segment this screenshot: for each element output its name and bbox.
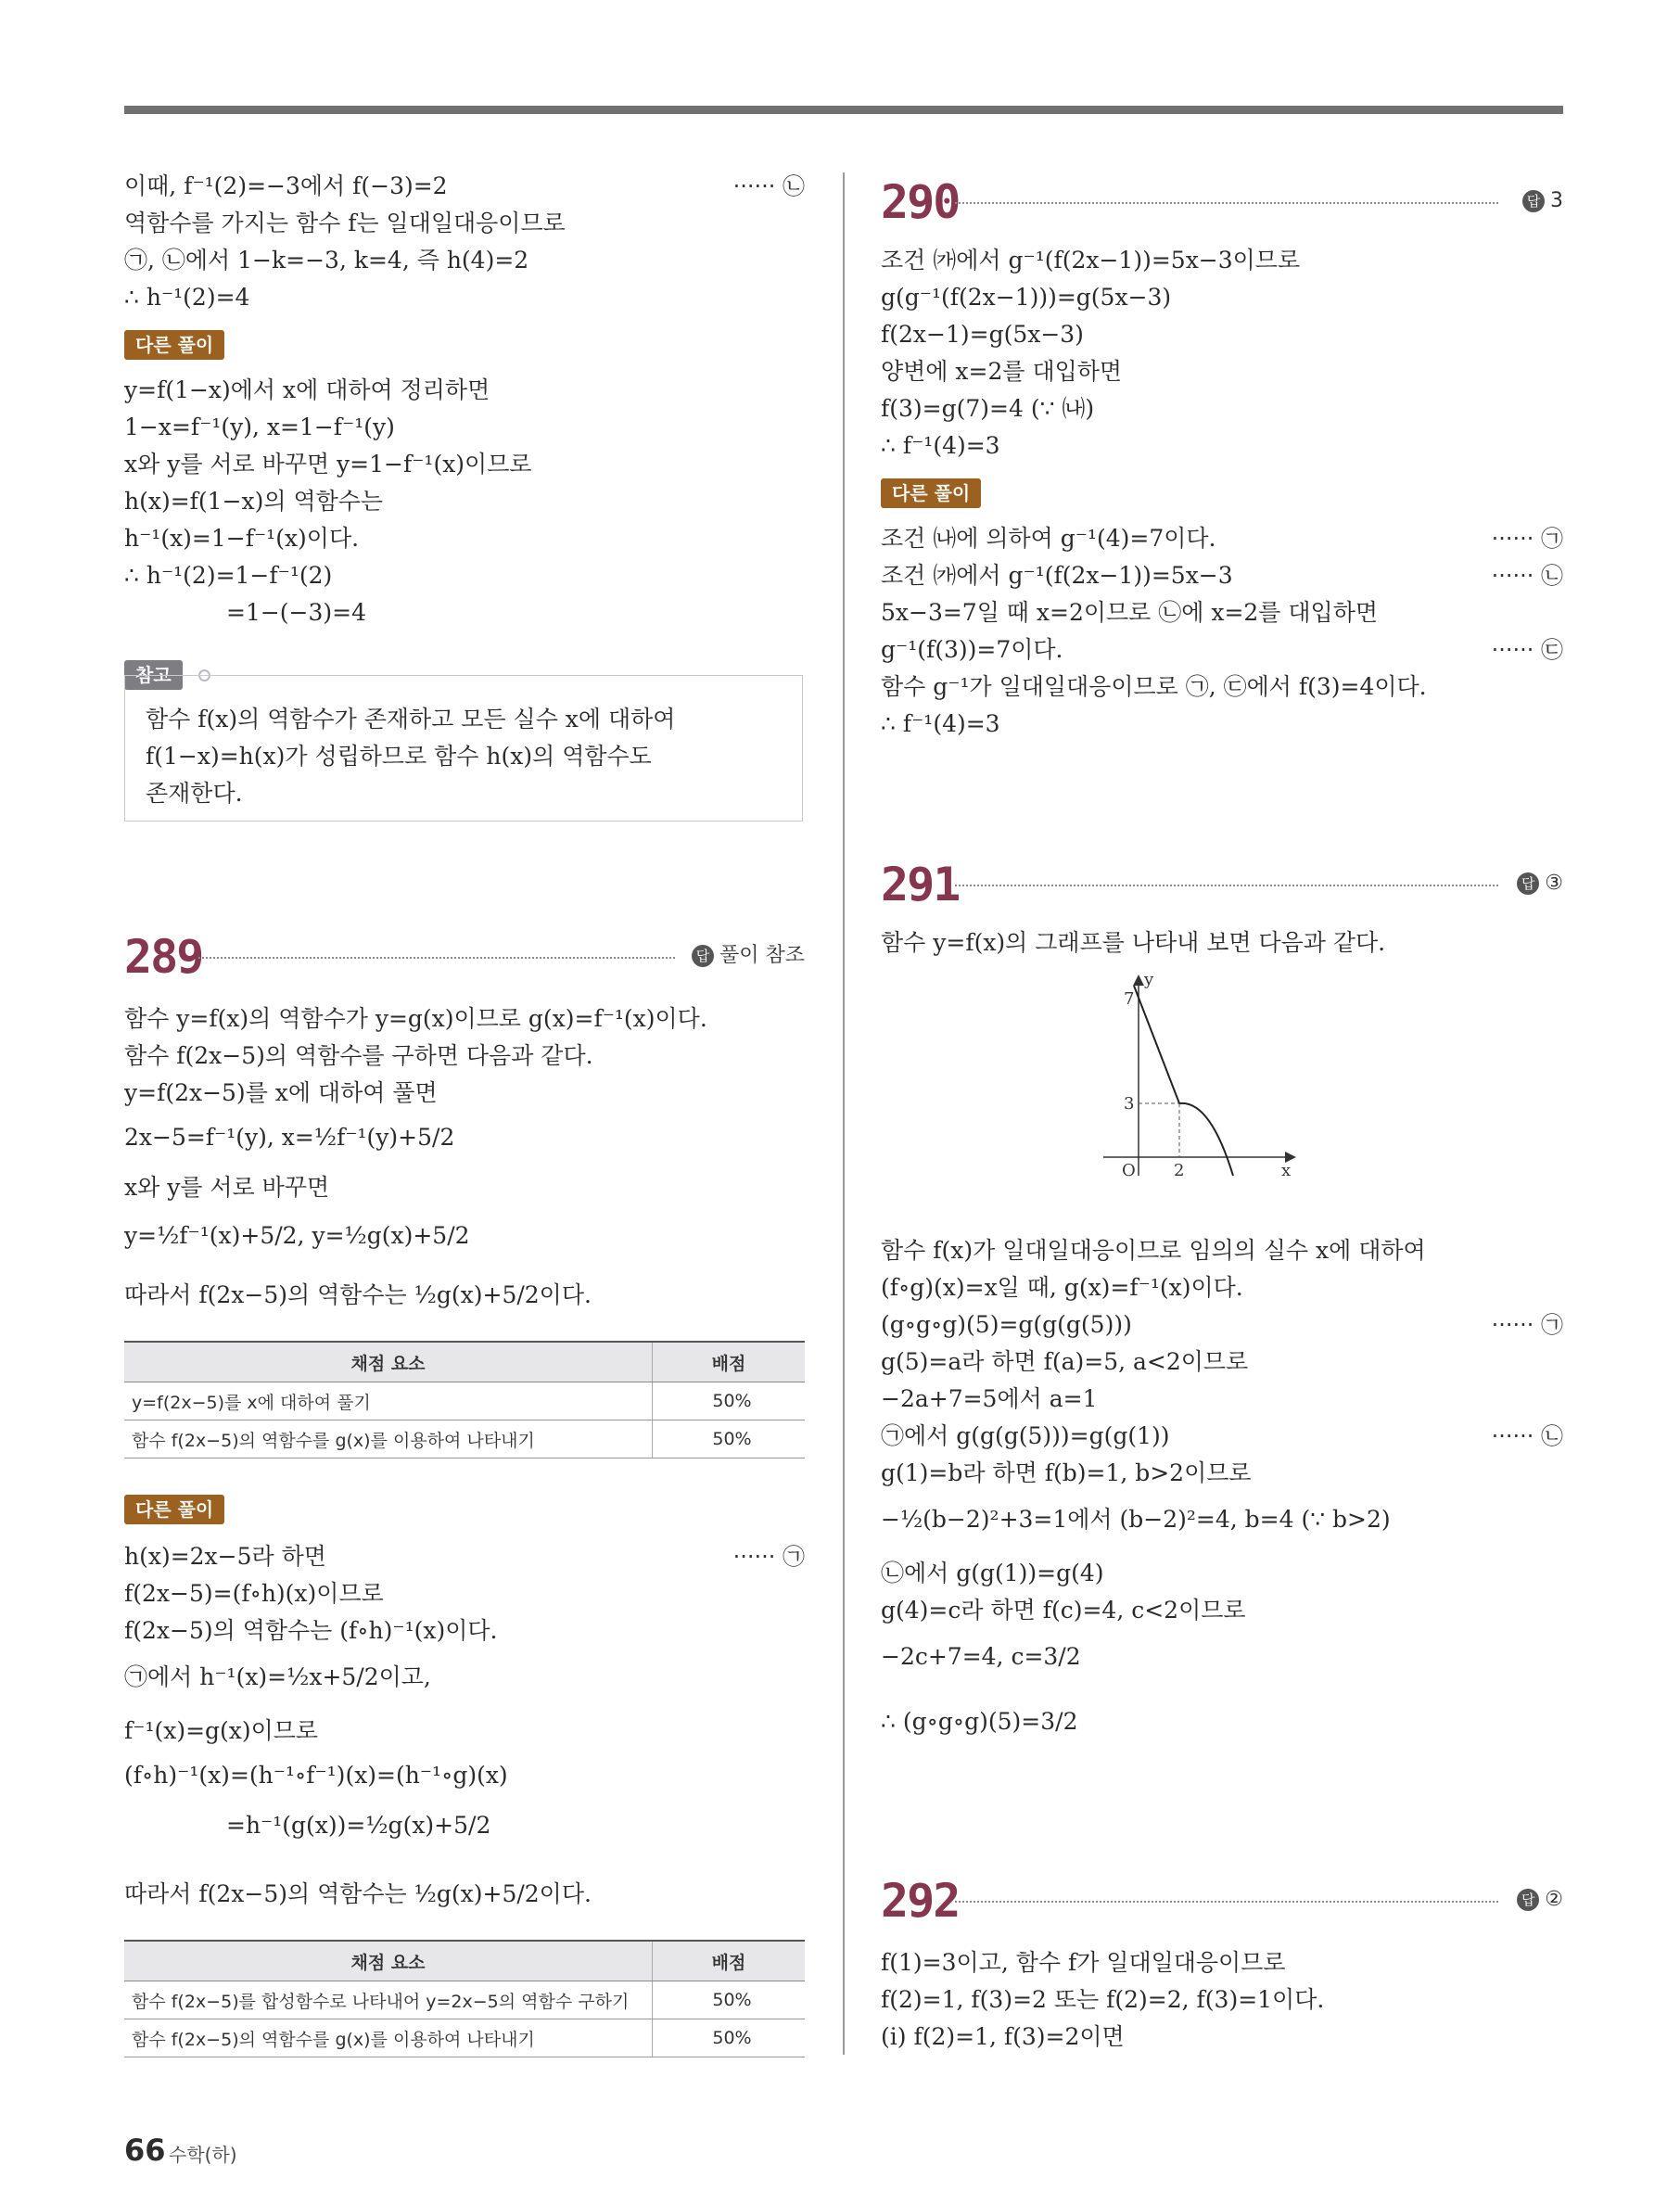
text-line: 5x−3=7일 때 x=2이므로 ㉡에 x=2를 대입하면 (881, 599, 1379, 626)
y-tick-7: 7 (1124, 989, 1135, 1009)
text-line: 조건 ㈎에서 g⁻¹(f(2x−1))=5x−3 (881, 562, 1233, 589)
text-line: 따라서 f(2x−5)의 역함수는 ½g(x)+5/2이다. (124, 1880, 592, 1907)
note-text: 존재한다. (146, 780, 243, 807)
text-line: h(x)=f(1−x)의 역함수는 (124, 488, 384, 515)
answer-label (1517, 1884, 1563, 1916)
text-line: y=f(2x−5)를 x에 대하여 풀면 (124, 1079, 438, 1106)
text-line: 따라서 f(2x−5)의 역함수는 ½g(x)+5/2이다. (124, 1281, 592, 1308)
y-tick-3: 3 (1124, 1094, 1135, 1114)
alt-solution-badge: 다른 풀이 (124, 330, 224, 360)
table-row (124, 2019, 805, 2057)
origin-label: O (1122, 1161, 1136, 1180)
text-line: ∴ f⁻¹(4)=3 (881, 432, 1000, 459)
answer-label (1522, 185, 1563, 217)
table-row (124, 1420, 805, 1459)
text-line: ∴ f⁻¹(4)=3 (881, 710, 1000, 737)
answer-label (692, 940, 805, 972)
formula-line: 2x−5=f⁻¹(y), x=½f⁻¹(y)+5/2 (124, 1124, 455, 1151)
text-line: 양변에 x=2를 대입하면 (881, 358, 1123, 385)
formula-line: =h⁻¹(g(x))=½g(x)+5/2 (226, 1812, 491, 1839)
table-cell: 함수 f(2x−5)의 역함수를 g(x)를 이용하여 나타내기 (124, 1420, 653, 1459)
problem-number: 289 (124, 930, 203, 984)
equation-marker: ······ ㉡ (1491, 1423, 1563, 1449)
formula-line: ∴ (g∘g∘g)(5)=3/2 (881, 1708, 1078, 1735)
problem-number: 290 (881, 175, 960, 229)
table-row (124, 1382, 805, 1420)
text-line: (f∘g)(x)=x일 때, g(x)=f⁻¹(x)이다. (881, 1274, 1243, 1301)
text-line: 함수 y=f(x)의 역함수가 y=g(x)이므로 g(x)=f⁻¹(x)이다. (124, 1005, 707, 1032)
scoring-table-1 (124, 1341, 805, 1459)
scoring-table-2 (124, 1940, 805, 2057)
equation-marker: ······ ㉠ (732, 1544, 805, 1570)
dotted-leader (955, 885, 1498, 886)
text-line: f(2x−5)의 역함수는 (f∘h)⁻¹(x)이다. (124, 1617, 498, 1644)
text-line: g(g⁻¹(f(2x−1)))=g(5x−3) (881, 284, 1172, 311)
text-line: (i) f(2)=1, f(3)=2이면 (881, 2023, 1125, 2050)
text-line: h(x)=2x−5라 하면 (124, 1543, 326, 1570)
note-badge: 참고 (124, 660, 183, 690)
text-line: ∴ h⁻¹(2)=4 (124, 284, 250, 311)
function-graph (1085, 970, 1307, 1183)
table-cell: 50% (653, 2019, 806, 2057)
x-tick-2: 2 (1174, 1161, 1185, 1180)
text-line: 함수 y=f(x)의 그래프를 나타내 보면 다음과 같다. (881, 929, 1386, 956)
top-rule (124, 106, 1563, 114)
answer-text: 풀이 참조 (719, 944, 805, 967)
graph-line-segment (1139, 998, 1179, 1103)
text-line: g(1)=b라 하면 f(b)=1, b>2이므로 (881, 1459, 1252, 1486)
table-row (124, 1981, 805, 2019)
answer-text: ② (1545, 1888, 1563, 1911)
table-cell: 50% (653, 1382, 806, 1420)
table-cell: 함수 f(2x−5)의 역함수를 g(x)를 이용하여 나타내기 (124, 2019, 653, 2057)
problem-header (881, 1873, 1563, 1929)
text-line: ㉡에서 g(g(1))=g(4) (881, 1560, 1104, 1586)
text-line: 함수 f(2x−5)의 역함수를 구하면 다음과 같다. (124, 1042, 593, 1069)
answer-icon: 답 (1517, 1889, 1539, 1911)
text-line: 이때, f⁻¹(2)=−3에서 f(−3)=2 (124, 172, 448, 199)
dotted-leader (198, 957, 675, 959)
text-line: f(2x−1)=g(5x−3) (881, 321, 1084, 348)
formula-line: y=½f⁻¹(x)+5/2, y=½g(x)+5/2 (124, 1222, 470, 1249)
text-line: 조건 ㈏에 의하여 g⁻¹(4)=7이다. (881, 525, 1216, 552)
dotted-leader (955, 202, 1498, 204)
text-line: −2a+7=5에서 a=1 (881, 1385, 1098, 1412)
text-line: 함수 f(x)가 일대일대응이므로 임의의 실수 x에 대하여 (881, 1237, 1426, 1264)
text-line: h⁻¹(x)=1−f⁻¹(x)이다. (124, 525, 360, 552)
text-line: f⁻¹(x)=g(x)이므로 (124, 1717, 319, 1744)
problem-number: 292 (881, 1874, 960, 1928)
text-line: f(2x−5)=(f∘h)(x)이므로 (124, 1580, 384, 1607)
text-line: 역함수를 가지는 함수 f는 일대일대응이므로 (124, 210, 566, 236)
equation-marker: ······ ㉠ (1491, 1312, 1563, 1338)
formula-line: (f∘h)⁻¹(x)=(h⁻¹∘f⁻¹)(x)=(h⁻¹∘g)(x) (124, 1762, 508, 1789)
x-axis-label: x (1281, 1161, 1292, 1180)
page-subject: 수학(하) (169, 2144, 237, 2166)
dotted-leader (955, 1901, 1498, 1903)
text-line: 조건 ㈎에서 g⁻¹(f(2x−1))=5x−3이므로 (881, 247, 1301, 274)
graph-parabola-segment (1179, 1103, 1233, 1176)
equation-marker: ······ ㉠ (1491, 526, 1563, 552)
text-line: x와 y를 서로 바꾸면 (124, 1174, 330, 1201)
problem-number: 291 (881, 858, 960, 911)
answer-text: ③ (1545, 872, 1563, 895)
answer-icon: 답 (692, 945, 714, 967)
text-line: ㉠에서 g(g(g(5)))=g(g(1)) (881, 1422, 1170, 1449)
table-header: 채점 요소 (124, 1941, 653, 1981)
table-header: 채점 요소 (124, 1342, 653, 1382)
text-line: =1−(−3)=4 (226, 599, 367, 626)
column-divider (843, 172, 845, 2055)
problem-header (881, 857, 1563, 912)
alt-solution-badge: 다른 풀이 (124, 1495, 224, 1524)
table-header: 배점 (653, 1342, 806, 1382)
note-text: f(1−x)=h(x)가 성립하므로 함수 h(x)의 역함수도 (146, 743, 652, 770)
text-line: g⁻¹(f(3))=7이다. (881, 636, 1063, 663)
formula-line: ㉠에서 h⁻¹(x)=½x+5/2이고, (124, 1663, 431, 1690)
table-cell: 함수 f(2x−5)를 합성함수로 나타내어 y=2x−5의 역함수 구하기 (124, 1981, 653, 2019)
table-header: 배점 (653, 1941, 806, 1981)
equation-marker: ······ ㉢ (1491, 637, 1563, 663)
text-line: x와 y를 서로 바꾸면 y=1−f⁻¹(x)이므로 (124, 451, 532, 478)
text-line: ㉠, ㉡에서 1−k=−3, k=4, 즉 h(4)=2 (124, 247, 529, 274)
page-number: 66 (124, 2133, 166, 2168)
equation-marker: ······ ㉡ (732, 173, 805, 199)
y-axis-label: y (1144, 970, 1154, 989)
table-cell: 50% (653, 1420, 806, 1459)
text-line: f(2)=1, f(3)=2 또는 f(2)=2, f(3)=1이다. (881, 1986, 1325, 2013)
text-line: f(1)=3이고, 함수 f가 일대일대응이므로 (881, 1949, 1286, 1976)
equation-marker: ······ ㉡ (1491, 563, 1563, 589)
formula-line: −2c+7=4, c=3/2 (881, 1643, 1081, 1670)
text-line: f(3)=g(7)=4 (∵ ㈏) (881, 395, 1095, 422)
problem-header (124, 929, 805, 985)
note-box (124, 675, 803, 822)
note-text: 함수 f(x)의 역함수가 존재하고 모든 실수 x에 대하여 (146, 706, 676, 732)
table-cell: y=f(2x−5)를 x에 대하여 풀기 (124, 1382, 653, 1420)
text-line: (g∘g∘g)(5)=g(g(g(5))) (881, 1311, 1132, 1338)
text-line: ∴ h⁻¹(2)=1−f⁻¹(2) (124, 562, 333, 589)
text-line: g(5)=a라 하면 f(a)=5, a<2이므로 (881, 1348, 1249, 1375)
text-line: 함수 g⁻¹가 일대일대응이므로 ㉠, ㉢에서 f(3)=4이다. (881, 673, 1427, 700)
text-line: y=f(1−x)에서 x에 대하여 정리하면 (124, 376, 490, 403)
alt-solution-badge: 다른 풀이 (881, 478, 981, 508)
problem-header (881, 174, 1563, 230)
answer-text: 3 (1550, 189, 1563, 212)
text-line: g(4)=c라 하면 f(c)=4, c<2이므로 (881, 1597, 1246, 1624)
answer-icon: 답 (1517, 873, 1539, 895)
answer-label (1517, 868, 1563, 899)
formula-line: −½(b−2)²+3=1에서 (b−2)²=4, b=4 (∵ b>2) (881, 1506, 1391, 1533)
text-line: 1−x=f⁻¹(y), x=1−f⁻¹(y) (124, 414, 395, 440)
answer-icon: 답 (1522, 190, 1545, 212)
table-cell: 50% (653, 1981, 806, 2019)
